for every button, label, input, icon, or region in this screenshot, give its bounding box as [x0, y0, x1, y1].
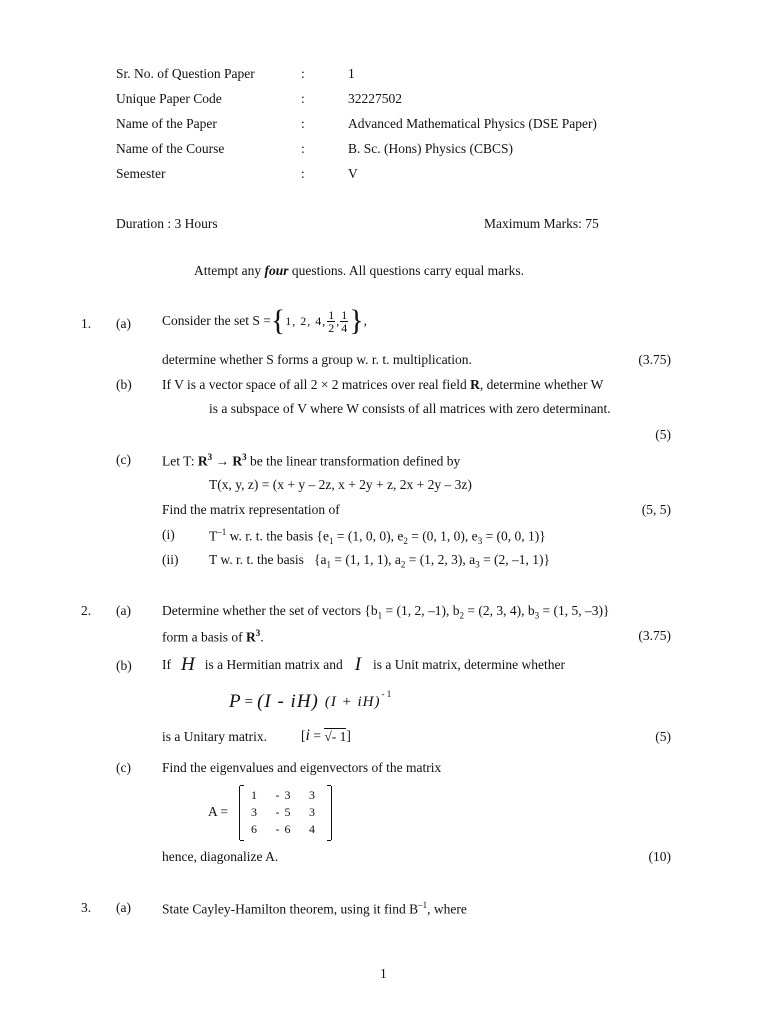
matrix-cell: 4 — [309, 822, 316, 836]
marks: (3.75) — [638, 352, 671, 367]
header-colon: : — [301, 116, 305, 131]
header-label: Semester — [116, 166, 166, 181]
matrix-cell: - 5 — [275, 805, 292, 819]
header-colon: : — [301, 166, 305, 181]
fraction-half: $\frac{1}{2}$ — [328, 307, 335, 335]
q2b-condition: [ i = √- 1 ] — [301, 727, 351, 744]
q1c-find: Find the matrix representation of — [162, 502, 340, 517]
q1a-line1: Consider the set S = { 1, 2, 4, $\frac{1}{2}$ , $\frac{1}{4}$ } , — [162, 304, 368, 337]
marks: (5) — [655, 729, 671, 744]
question-number: 2. — [81, 603, 92, 618]
page-number: 1 — [380, 966, 387, 981]
q1c-i-text: $T^{-1}$ w. r. t. the basis {$e_1 = (1$, 0, 0), $e_2 = (0$, 1, 0), $e_3 = (0$, 0, 1)} — [209, 527, 546, 547]
instructions-pre: Attempt any — [194, 263, 265, 278]
part-label: (b) — [116, 377, 132, 392]
matrix-A — [239, 786, 332, 840]
header-colon: : — [301, 91, 305, 106]
fraction-quarter: $\frac{1}{4}$ — [341, 307, 348, 335]
part-label: (a) — [116, 316, 131, 331]
q1b-line2: is a subspace of V where W consists of all matrices with zero determinant. — [209, 401, 611, 416]
part-label: (a) — [116, 603, 131, 618]
instructions-emphasis: four — [264, 263, 289, 278]
question-number: 3. — [81, 900, 92, 915]
header-value: V — [348, 166, 358, 181]
q2b-line1: If H is a Hermitian matrix and I is a Unit matrix, determine whether — [162, 654, 565, 675]
set-elements: 1, 2, 4, — [285, 313, 327, 328]
q2c-hence: hence, diagonalize A. — [162, 849, 279, 864]
header-value: B. Sc. (Hons) Physics (CBCS) — [348, 141, 514, 156]
matrix-cell: 6 — [251, 822, 258, 836]
q1c-line1: Let T: $R^3 \to R^3$ be the linear transformation defined by — [162, 452, 461, 469]
header-label: Name of the Course — [116, 141, 225, 156]
sub-part-label: (ii) — [162, 552, 179, 567]
header-label: Name of the Paper — [116, 116, 217, 131]
header-value: 32227502 — [348, 91, 402, 106]
max-marks: Maximum Marks: 75 — [484, 216, 599, 231]
part-label: (c) — [116, 760, 131, 775]
matrix-cell: 3 — [309, 788, 316, 802]
header-value: 1 — [348, 66, 355, 81]
marks: (10) — [648, 849, 671, 864]
header-label: Unique Paper Code — [116, 91, 222, 106]
q2c-text: Find the eigenvalues and eigenvectors of the matrix — [162, 760, 442, 775]
header-label: Sr. No. of Question Paper — [116, 66, 255, 81]
q1a-after: , — [363, 313, 368, 328]
marks: (5) — [655, 427, 671, 442]
matrix-cell: 3 — [309, 805, 316, 819]
q1c-ii-text: T w. r. t. the basis {$a_1 = (1$, 1, 1), $a_2 = (1$, 2, 3), $a_3 = (2$, –1, 1)} — [209, 552, 551, 570]
q2a-line1: Determine whether the set of vectors {$b_1 = (1$, 2, –1), $b_2 = (2$, 3, 4), $b_3 = (1$, 5, –3)} — [162, 603, 610, 621]
matrix-label: A = — [208, 804, 228, 819]
matrix-cell: 1 — [251, 788, 258, 802]
marks: (5, 5) — [641, 502, 671, 517]
q2a-line2: form a basis of $R^3$. — [162, 628, 264, 645]
header-value: Advanced Mathematical Physics (DSE Paper) — [348, 116, 597, 131]
matrix-row — [240, 804, 331, 821]
part-label: (b) — [116, 658, 132, 673]
set-brace-close: } — [349, 304, 364, 337]
set-brace-open: { — [270, 304, 286, 337]
header-colon: : — [301, 141, 305, 156]
matrix-row — [240, 821, 331, 838]
matrix-cell: - 3 — [275, 788, 292, 802]
matrix-row — [240, 787, 331, 804]
marks: (3.75) — [638, 628, 671, 643]
q3a-text: State Cayley-Hamilton theorem, using it find $B^{-1}$, where — [162, 900, 467, 917]
q1c-formula: T(x, y, z) = (x + y – 2z, x + 2y + z, 2x + 2y – 3z) — [209, 477, 472, 492]
header-colon: : — [301, 66, 305, 81]
q2b-unitary-text: is a Unitary matrix. — [162, 729, 267, 744]
instructions-post: questions. All questions carry equal marks. — [288, 263, 524, 278]
instructions — [194, 263, 524, 279]
q2b-equation: P = (I - iH) (I + iH) - 1 — [229, 689, 392, 712]
question-number: 1. — [81, 316, 92, 331]
q1a-line2: determine whether S forms a group w. r. t. multiplication. — [162, 352, 472, 367]
q1b-line1: If V is a vector space of all 2 × 2 matrices over real field R, determine whether W — [162, 377, 604, 392]
part-label: (c) — [116, 452, 131, 467]
duration: Duration : 3 Hours — [116, 216, 218, 231]
q1a-intro: Consider the set S = — [162, 313, 271, 328]
part-label: (a) — [116, 900, 131, 915]
sub-part-label: (i) — [162, 527, 175, 542]
matrix-cell: - 6 — [275, 822, 292, 836]
matrix-cell: 3 — [251, 805, 258, 819]
